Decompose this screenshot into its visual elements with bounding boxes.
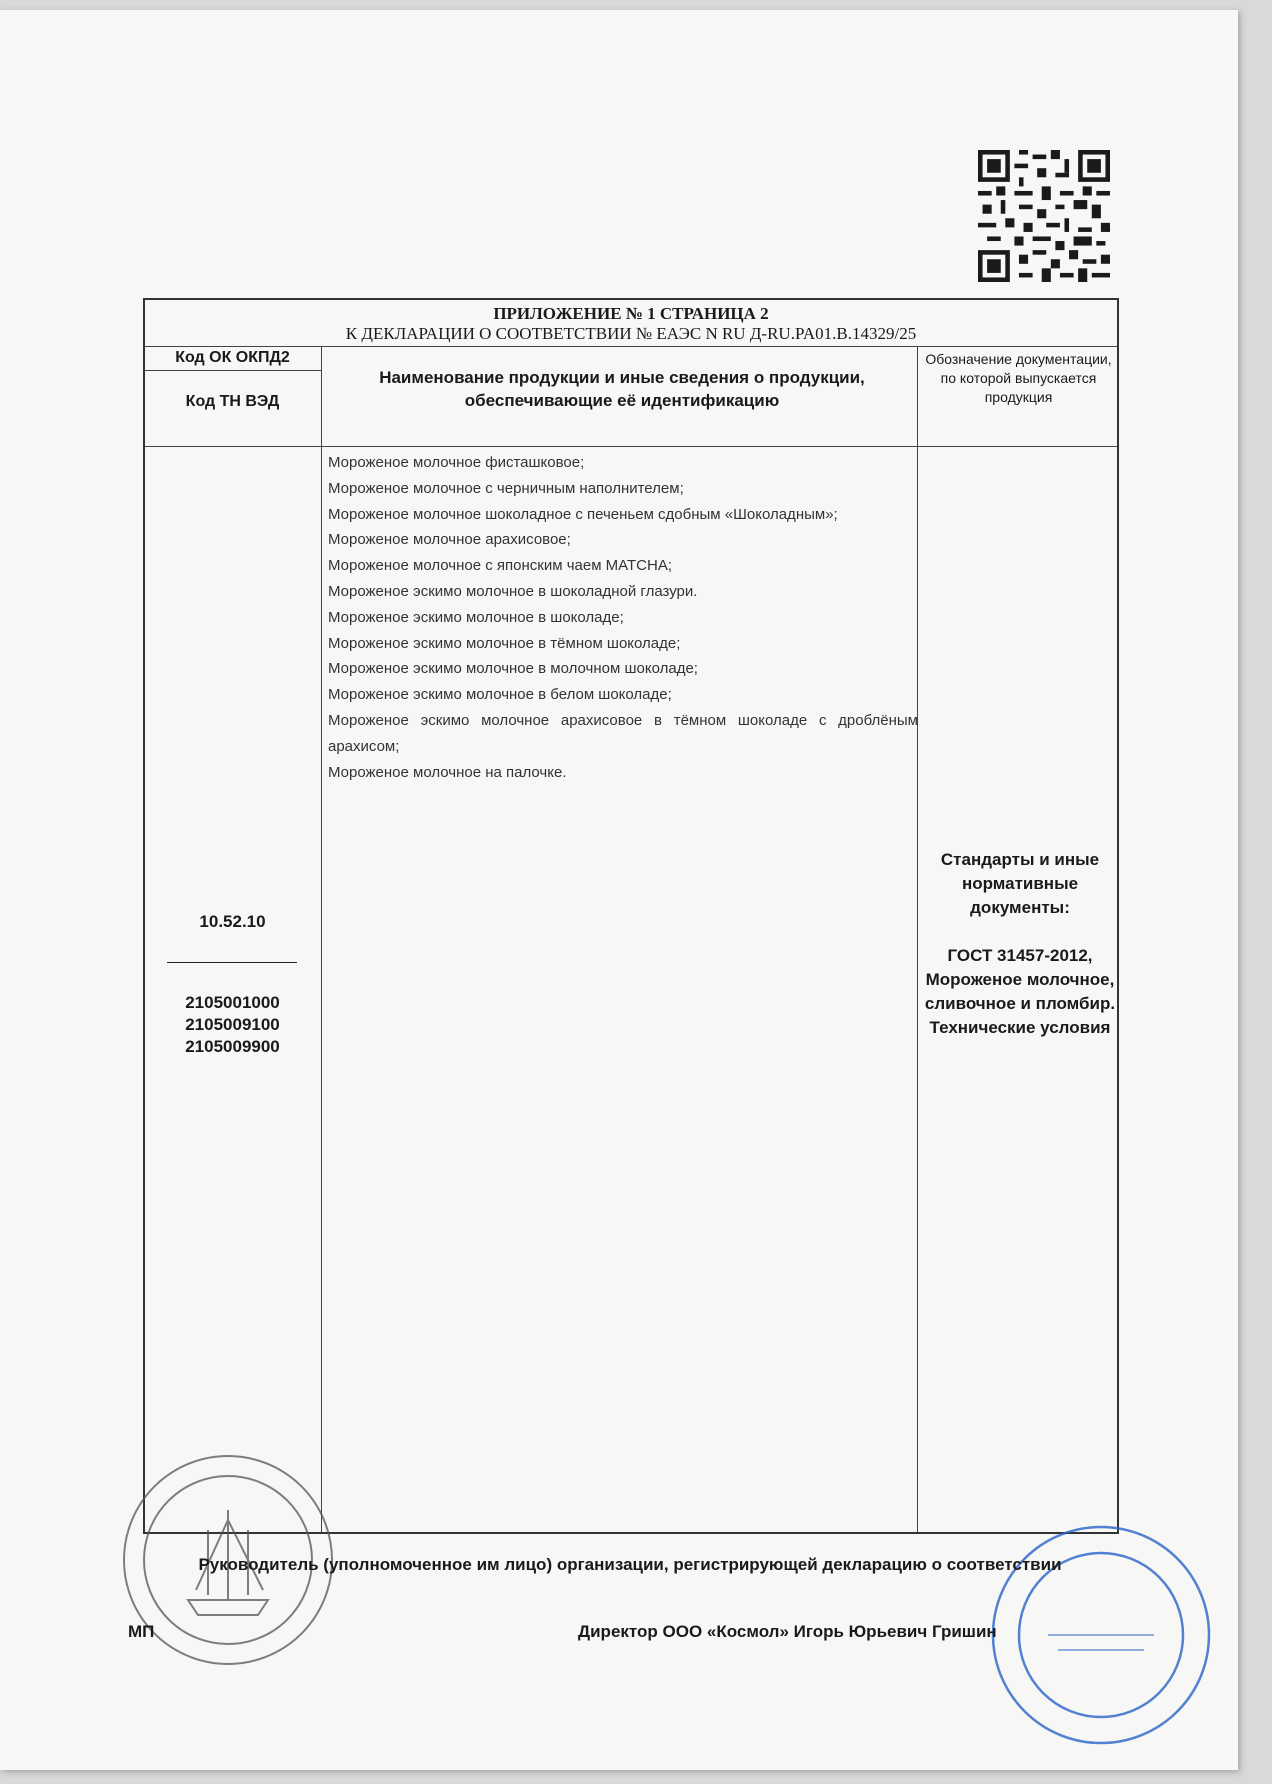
declaration-number: К ДЕКЛАРАЦИИ О СООТВЕТСТВИИ № ЕАЭС N RU Д-RU.PA01.B.14329/25 [345,324,917,343]
declaration-table [143,298,1119,1534]
director-signature-line: Директор ООО «Космол» Игорь Юрьевич Гришин [578,1622,997,1641]
tnved-code: 2105009100 [185,1015,280,1034]
standards-text: ГОСТ 31457-2012, Мороженое молочное, сливочное и пломбир. Технические условия [924,946,1116,1037]
table-title [145,300,1117,347]
list-item: Мороженое молочное на палочке. [328,763,567,781]
code-header-divider [145,370,321,371]
list-item: Мороженое эскимо молочное в шоколаде; [328,608,624,626]
tnved-codes [145,992,320,1058]
list-item: Мороженое эскимо молочное в молочном шоколаде; [328,660,698,678]
column-divider [321,346,322,1532]
tnved-column-header: Код ТН ВЭД [185,393,280,410]
list-item: Мороженое молочное фисташковое; [328,454,585,471]
appendix-title: ПРИЛОЖЕНИЕ № 1 СТРАНИЦА 2 [493,304,769,323]
product-list [328,450,918,785]
okpd2-code: 10.52.10 [199,912,266,931]
representative-caption: Руководитель (уполномоченное им лицо) организации, регистрирующей декларацию о соответствии [198,1555,1062,1574]
standards-label: Стандарты и иные нормативные документы: [940,850,1100,917]
tnved-code: 2105009900 [185,1037,280,1056]
seal-place-label: МП [128,1622,155,1641]
product-name-column-header: Наименование продукции и иные сведения о продукции, обеспечивающие её идентификацию [379,368,865,410]
header-bottom-divider [145,446,1117,447]
list-item: Мороженое эскимо молочное в белом шоколаде; [328,686,672,704]
code-separator [167,962,297,963]
documentation-column-header: Обозначение документации, по которой выпускается продукция [925,351,1112,405]
document-page [0,10,1238,1770]
list-item: Мороженое молочное шоколадное с печеньем сдобным «Шоколадным»; [328,505,838,523]
list-item: Мороженое молочное с черничным наполнителем; [328,479,684,497]
qr-code [972,150,1116,282]
list-item: Мороженое эскимо молочное в тёмном шоколаде; [328,634,681,652]
list-item: Мороженое эскимо молочное арахисовое в тёмном шоколаде с дроблёным арахисом; [328,711,918,755]
okpd2-column-header: Код ОК ОКПД2 [175,349,290,366]
list-item: Мороженое молочное арахисовое; [328,531,571,549]
list-item: Мороженое молочное с японским чаем МАТСНА; [328,557,673,575]
tnved-code: 2105001000 [185,993,280,1012]
list-item: Мороженое эскимо молочное в шоколадной глазури. [328,582,698,600]
standards-block [921,848,1119,1040]
